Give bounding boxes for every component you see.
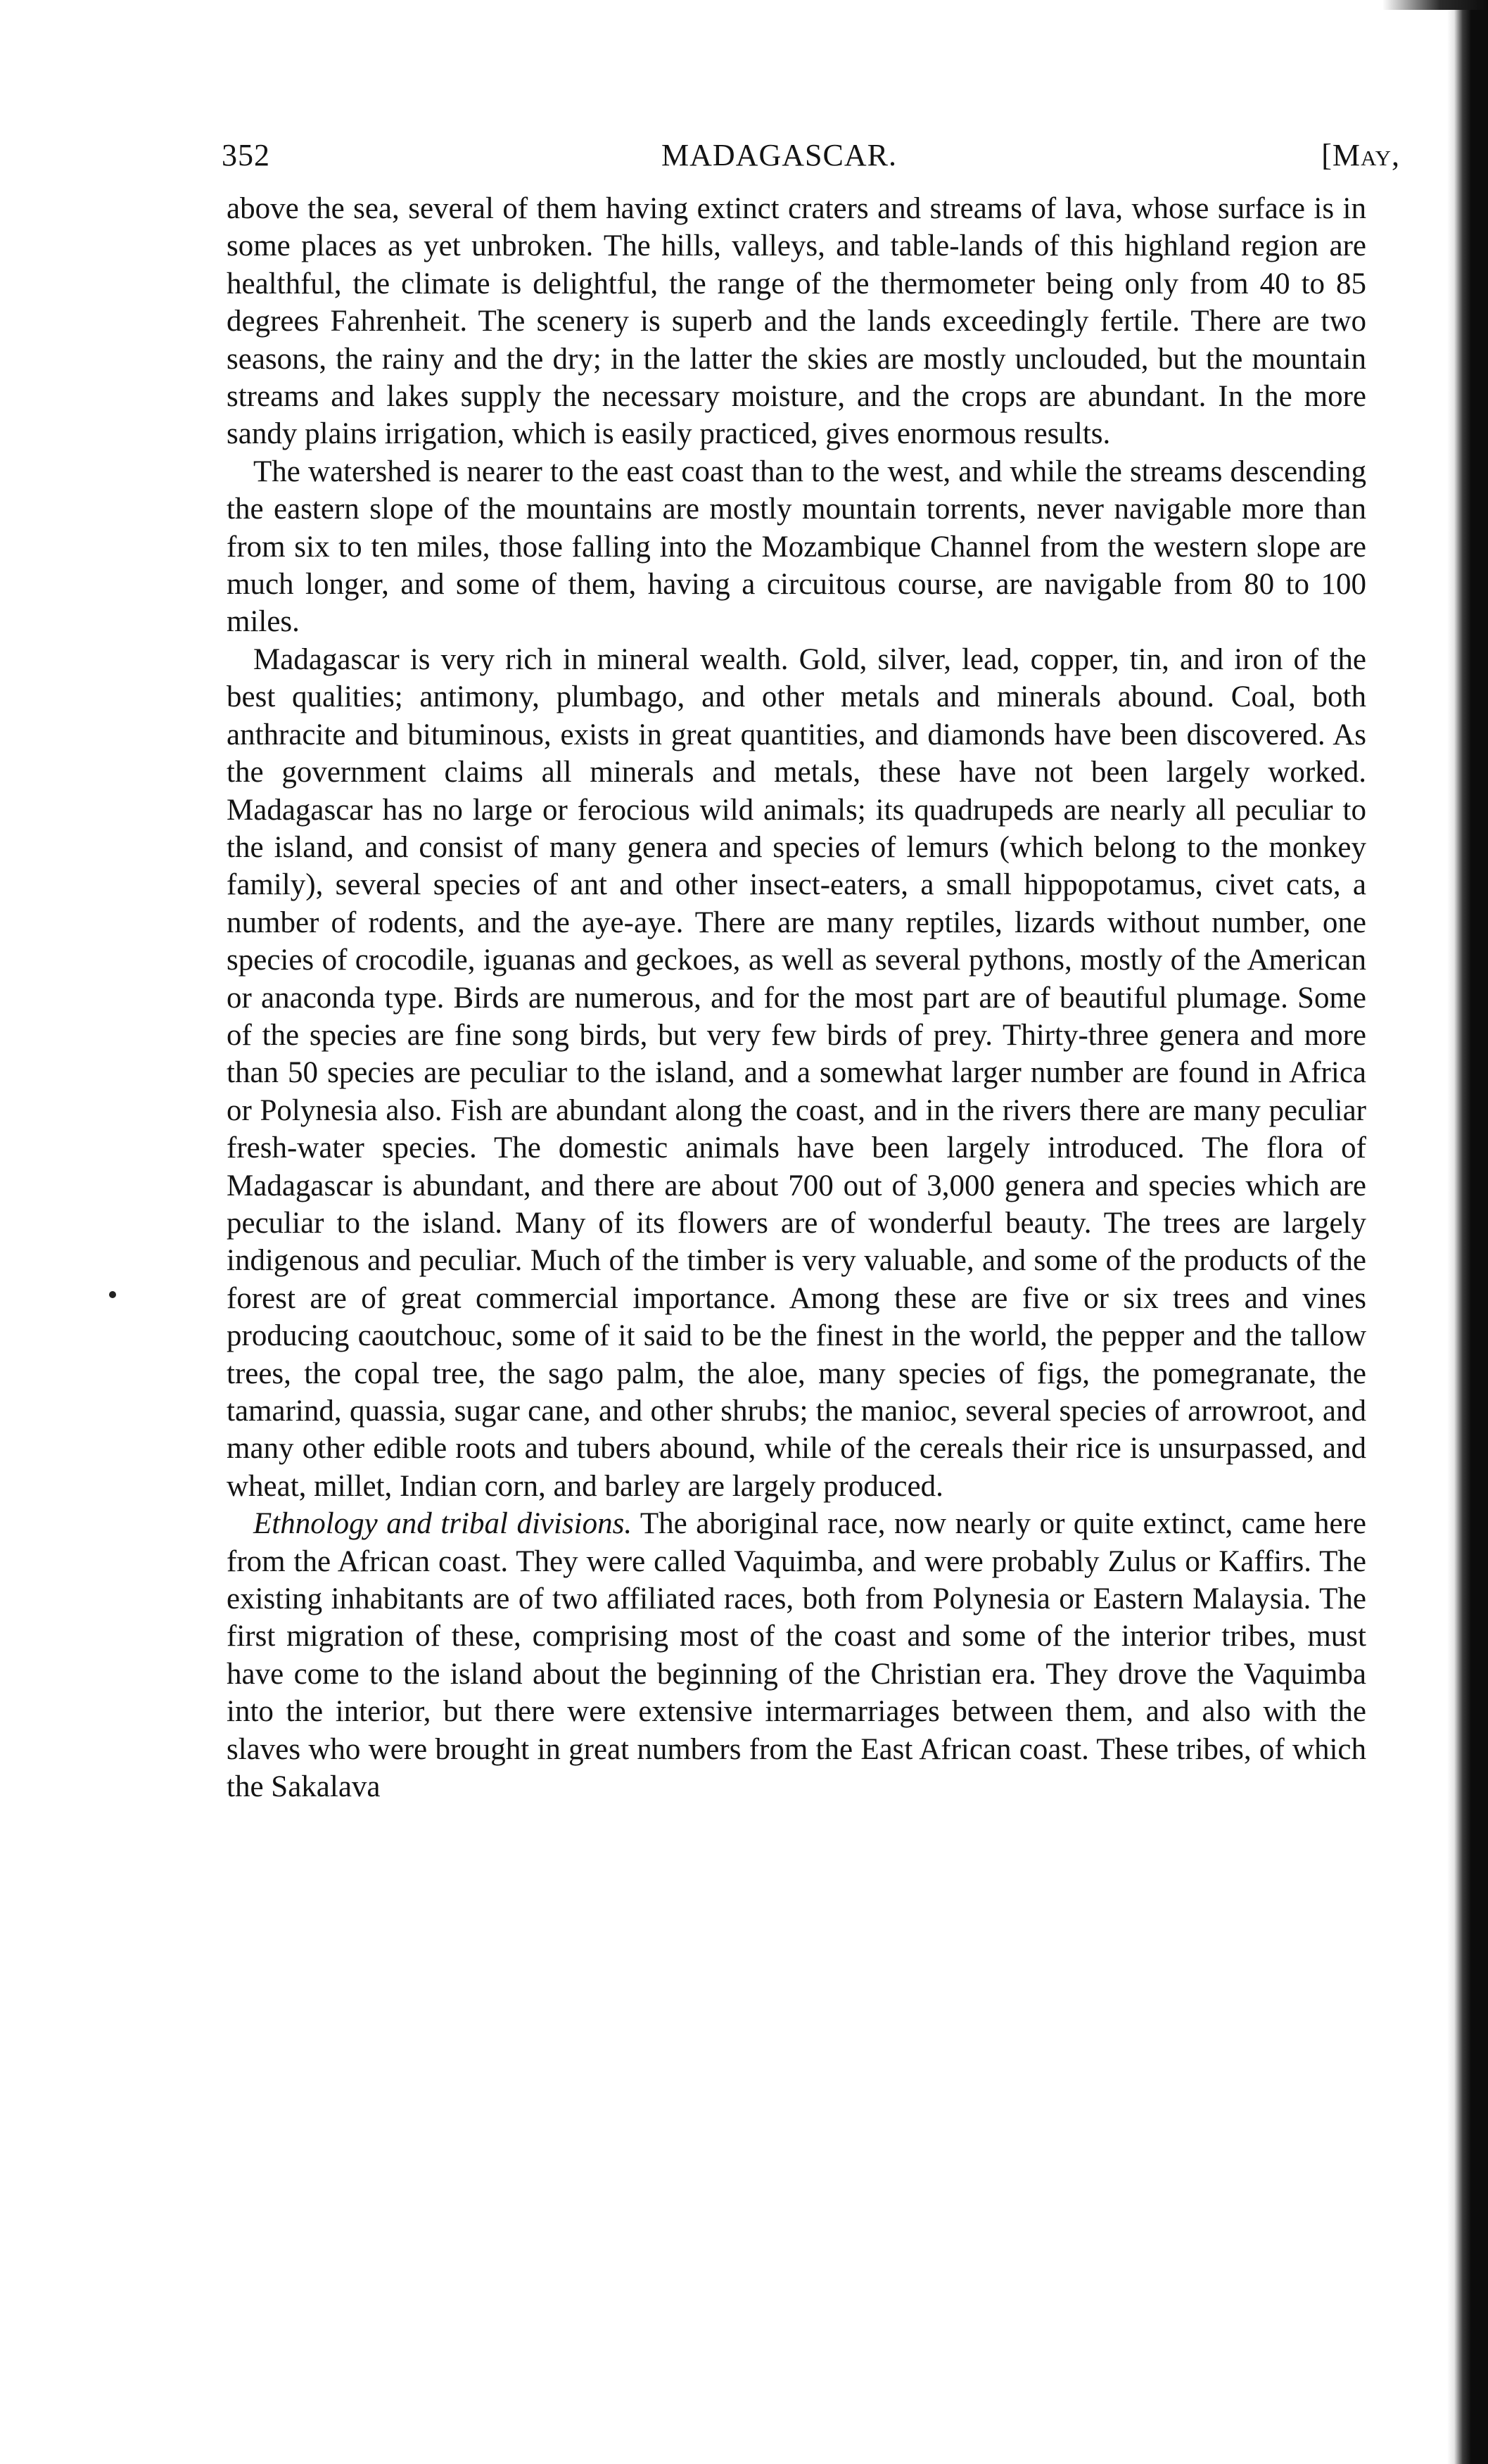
paragraph-2: The watershed is nearer to the east coast than to the west, and while the streams descending the eastern slope of the mountains are mostly mountain torrents, never navigable more than from six to ten miles, those falling into the Mozambique Channel from the western slope are much longer, and some of them, having a circuitous course, are navigable from 80 to 100 miles. <box>227 455 1366 639</box>
page-number: 352 <box>222 138 270 172</box>
running-date: [May, <box>1321 138 1400 172</box>
paragraph-3: Madagascar is very rich in mineral wealth. Gold, silver, lead, copper, tin, and iron of the best qualities; antimony, plumbago, and other metals and minerals abound. Coal, both anthracite and bituminous, exists in great quantities, and diamonds have been discovered. As the government claims all minerals and metals, these have not been largely worked. Madagascar has no large or ferocious wild animals; its quadrupeds are nearly all peculiar to the island, and consist of many genera and species of lemurs (which belong to the monkey family), several species of ant and other insect-eaters, a small hippopotamus, civet cats, a number of rodents, and the aye-aye. There are many reptiles, lizards without number, one species of crocodile, iguanas and geckoes, as well as several pythons, mostly of the American or anaconda type. Birds are numerous, and for the most part are of beautiful plumage. Some of the species are fine song birds, but very few birds of prey. Thirty-three genera and more than 50 species are peculiar to the island, and a somewhat larger number are found in Africa or Polynesia also. Fish are abundant along the coast, and in the rivers there are many peculiar fresh-water species. The domestic animals have been largely introduced. The flora of Madagascar is abundant, and there are about 700 out of 3,000 genera and species which are peculiar to the island. Many of its flowers are of wonderful beauty. The trees are largely indigenous and peculiar. Much of the timber is very valuable, and some of the products of the forest are of great commercial importance. Among these are five or six trees and vines producing caoutchouc, some of it said to be the finest in the world, the pepper and the tallow trees, the copal tree, the sago palm, the aloe, many species of figs, the pomegranate, the tamarind, quassia, sugar cane, and other shrubs; the manioc, several species of arrowroot, and many other edible roots and tubers abound, while of the cereals their rice is unsurpassed, and wheat, millet, Indian corn, and barley are largely produced. <box>227 642 1366 1503</box>
body-text <box>227 190 1366 1805</box>
scanned-page-corner <box>1382 0 1488 10</box>
running-head <box>211 137 1407 179</box>
section-heading-ethnology: Ethnology and tribal divisions. <box>253 1507 632 1541</box>
margin-ink-dot <box>109 1291 116 1298</box>
scanned-page-edge <box>1447 0 1488 2464</box>
paragraph-4 <box>227 1505 1366 1805</box>
paragraph-4-text: The aboriginal race, now nearly or quite extinct, came here from the African coast. They were called Vaquimba, and were probably Zulus or Kaffirs. The existing inhabitants are of two affiliated races, both from Polynesia or Eastern Malaysia. The first migration of these, comprising most of the coast and some of the interior tribes, must have come to the island about the beginning of the Christian era. They drove the Vaquimba into the interior, but there were extensive intermarriages between them, and also with the slaves who were brought in great numbers from the East African coast. These tribes, of which the Sakalava <box>227 1507 1366 1804</box>
paragraph-1: above the sea, several of them having extinct craters and streams of lava, whose surface is in some places as yet unbroken. The hills, valleys, and table-lands of this highland region are healthful, the climate is delightful, the range of the thermometer being only from 40 to 85 degrees Fahrenheit. The scenery is superb and the lands exceedingly fertile. There are two seasons, the rainy and the dry; in the latter the skies are mostly unclouded, but the mountain streams and lakes supply the necessary moisture, and the crops are abundant. In the more sandy plains irrigation, which is easily practiced, gives enormous results. <box>227 192 1366 451</box>
running-title: MADAGASCAR. <box>661 138 897 172</box>
